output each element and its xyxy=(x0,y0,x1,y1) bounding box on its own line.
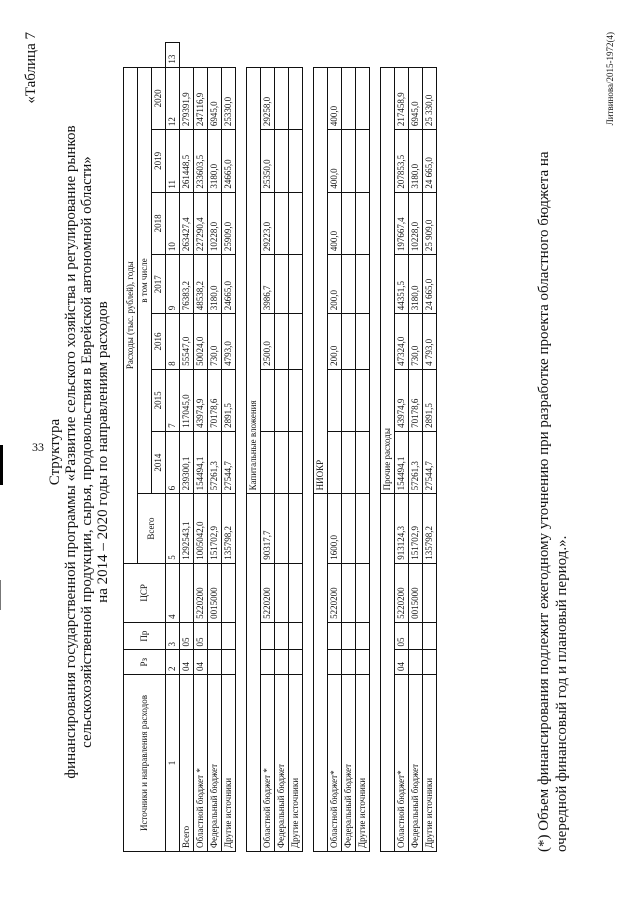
year-value-cell xyxy=(289,369,303,431)
year-value-cell xyxy=(356,314,370,370)
column-number: 3 xyxy=(166,622,180,650)
year-value-cell: 4 793,0 xyxy=(423,314,437,370)
year-value-cell: 27544,7 xyxy=(222,431,236,494)
column-number: 6 xyxy=(166,431,180,494)
table-row xyxy=(261,43,275,852)
rz-cell xyxy=(261,650,275,675)
year-header: 2017 xyxy=(152,255,166,314)
year-value-cell xyxy=(342,192,356,255)
pr-cell xyxy=(342,622,356,650)
total-cell xyxy=(289,494,303,563)
year-value-cell: 27544,7 xyxy=(423,431,437,494)
rz-cell xyxy=(208,650,222,675)
csr-cell xyxy=(342,563,356,622)
row-label: Федеральный бюджет xyxy=(208,675,222,852)
section-spacer xyxy=(314,494,328,852)
column-number: 1 xyxy=(166,675,180,852)
year-value-cell: 730,0 xyxy=(409,314,423,370)
year-value-cell xyxy=(328,431,342,494)
rz-cell xyxy=(356,650,370,675)
table-row xyxy=(395,43,409,852)
row-label: Областной бюджет* xyxy=(395,675,409,852)
pr-cell: 05 xyxy=(395,622,409,650)
spacer-cell xyxy=(303,67,314,851)
rz-cell xyxy=(289,650,303,675)
year-value-cell: 47324,0 xyxy=(395,314,409,370)
pr-cell: 05 xyxy=(180,622,194,650)
header-pr: Пр xyxy=(124,622,166,650)
column-number: 5 xyxy=(166,494,180,563)
row-label: Другие источники xyxy=(423,675,437,852)
total-cell xyxy=(275,494,289,563)
year-value-cell: 3986,7 xyxy=(261,255,275,314)
year-value-cell: 247116,9 xyxy=(194,67,208,130)
year-value-cell xyxy=(356,431,370,494)
year-value-cell: 25 909,0 xyxy=(423,192,437,255)
year-value-cell: 3180,0 xyxy=(409,130,423,193)
year-value-cell: 3180,0 xyxy=(409,255,423,314)
year-value-cell: 24 665,0 xyxy=(423,130,437,193)
total-cell: 151702,9 xyxy=(208,494,222,563)
header-expenses: Расходы (тыс. рублей), годы xyxy=(124,67,138,563)
year-value-cell: 400,0 xyxy=(328,130,342,193)
year-value-cell xyxy=(261,431,275,494)
row-label: Областной бюджет * xyxy=(194,675,208,852)
year-value-cell: 2891,5 xyxy=(423,369,437,431)
table-row xyxy=(208,43,222,852)
total-cell xyxy=(342,494,356,563)
year-value-cell: 263427,4 xyxy=(180,192,194,255)
total-cell: 151702,9 xyxy=(409,494,423,563)
column-number: 10 xyxy=(166,192,180,255)
csr-cell: 5220200 xyxy=(328,563,342,622)
year-value-cell: 200,0 xyxy=(328,314,342,370)
pr-cell xyxy=(423,622,437,650)
year-header: 2019 xyxy=(152,130,166,193)
year-value-cell: 3180,0 xyxy=(208,255,222,314)
year-value-cell: 43974,9 xyxy=(395,369,409,431)
row-label: Областной бюджет* xyxy=(328,675,342,852)
year-value-cell: 29223,0 xyxy=(261,192,275,255)
table-row xyxy=(342,43,356,852)
table-body xyxy=(166,43,437,852)
table-row xyxy=(194,43,208,852)
pr-cell xyxy=(208,622,222,650)
year-value-cell: 217458,9 xyxy=(395,67,409,130)
year-value-cell xyxy=(275,255,289,314)
year-value-cell xyxy=(342,369,356,431)
year-value-cell xyxy=(261,369,275,431)
column-number: 7 xyxy=(166,369,180,431)
year-value-cell: 239300,1 xyxy=(180,431,194,494)
header-csr: ЦСР xyxy=(124,563,166,622)
year-value-cell: 57261,3 xyxy=(208,431,222,494)
year-value-cell xyxy=(342,255,356,314)
pr-cell xyxy=(275,622,289,650)
year-value-cell xyxy=(275,369,289,431)
csr-cell xyxy=(356,563,370,622)
total-cell: 1005042,0 xyxy=(194,494,208,563)
rz-cell xyxy=(222,650,236,675)
csr-cell xyxy=(275,563,289,622)
year-value-cell: 154494,1 xyxy=(194,431,208,494)
row-label: Другие источники xyxy=(356,675,370,852)
year-header: 2014 xyxy=(152,431,166,494)
year-value-cell: 154494,1 xyxy=(395,431,409,494)
column-number: 12 xyxy=(166,67,180,130)
year-header: 2018 xyxy=(152,192,166,255)
year-value-cell xyxy=(289,67,303,130)
total-cell: 135798,2 xyxy=(222,494,236,563)
rz-cell xyxy=(409,650,423,675)
csr-cell xyxy=(289,563,303,622)
pr-cell xyxy=(289,622,303,650)
csr-cell: 0015000 xyxy=(208,563,222,622)
year-value-cell: 227290,4 xyxy=(194,192,208,255)
csr-cell xyxy=(222,563,236,622)
total-cell: 913124,3 xyxy=(395,494,409,563)
row-label: Федеральный бюджет xyxy=(342,675,356,852)
rz-cell xyxy=(342,650,356,675)
year-value-cell: 207853,5 xyxy=(395,130,409,193)
year-value-cell: 2500,0 xyxy=(261,314,275,370)
year-value-cell xyxy=(289,431,303,494)
year-value-cell: 117045,0 xyxy=(180,369,194,431)
year-value-cell: 55547,0 xyxy=(180,314,194,370)
title-line-2: финансирования государственной программы «Развитие сельского хозяйства и регулирование рынков xyxy=(63,125,79,779)
section-title: НИОКР xyxy=(314,67,328,494)
spacer-cell xyxy=(236,67,247,851)
year-value-cell xyxy=(342,431,356,494)
pr-cell: 05 xyxy=(194,622,208,650)
section-title: Прочие расходы xyxy=(381,67,395,494)
year-value-cell xyxy=(356,67,370,130)
year-value-cell xyxy=(356,369,370,431)
row-label: Областной бюджет * xyxy=(261,675,275,852)
row-label: Федеральный бюджет xyxy=(275,675,289,852)
title-line-4: на 2014 – 2020 годы по направлениям расходов xyxy=(95,301,111,603)
csr-cell xyxy=(423,563,437,622)
spacer-cell xyxy=(370,67,381,851)
scan-mark xyxy=(0,445,3,485)
year-value-cell: 197667,4 xyxy=(395,192,409,255)
year-value-cell: 70178,6 xyxy=(208,369,222,431)
year-value-cell: 25350,0 xyxy=(261,130,275,193)
column-number: 9 xyxy=(166,255,180,314)
year-value-cell: 25909,0 xyxy=(222,192,236,255)
spacer-row xyxy=(370,43,381,852)
year-value-cell: 24665,0 xyxy=(222,255,236,314)
csr-cell: 0015000 xyxy=(409,563,423,622)
year-header: 2016 xyxy=(152,314,166,370)
year-value-cell: 25 330,0 xyxy=(423,67,437,130)
footnote-line-2: очередной финансовый год и плановый период.». xyxy=(554,535,570,852)
pr-cell xyxy=(222,622,236,650)
header-total: Всего xyxy=(138,494,166,563)
year-value-cell: 730,0 xyxy=(208,314,222,370)
rz-cell: 04 xyxy=(194,650,208,675)
column-number: 2 xyxy=(166,650,180,675)
year-value-cell: 10228,0 xyxy=(208,192,222,255)
year-value-cell: 10228,0 xyxy=(409,192,423,255)
year-value-cell: 279391,9 xyxy=(180,67,194,130)
section-title: Капитальные вложения xyxy=(247,67,261,494)
total-cell: 1292543,1 xyxy=(180,494,194,563)
spacer-row xyxy=(236,43,247,852)
total-cell: 90317,7 xyxy=(261,494,275,563)
section-row xyxy=(314,43,328,852)
rz-cell: 04 xyxy=(180,650,194,675)
rz-cell: 04 xyxy=(395,650,409,675)
year-value-cell: 50024,0 xyxy=(194,314,208,370)
table-row xyxy=(275,43,289,852)
year-value-cell: 6945,0 xyxy=(208,67,222,130)
footnote xyxy=(535,32,571,852)
signature: Литвинова/2015-1972(4) xyxy=(605,32,615,126)
year-value-cell xyxy=(275,314,289,370)
section-spacer xyxy=(381,494,395,852)
header-in-total: в том числе xyxy=(138,67,152,494)
pr-cell xyxy=(356,622,370,650)
table-row xyxy=(423,43,437,852)
row-label: Другие источники xyxy=(289,675,303,852)
document-title xyxy=(47,22,111,882)
year-value-cell: 57261,3 xyxy=(409,431,423,494)
year-value-cell: 70178,6 xyxy=(409,369,423,431)
title-line-3: сельскохозяйственной продукции, сырья, продовольствия в Еврейской автономной области» xyxy=(79,156,95,748)
year-value-cell: 6945,0 xyxy=(409,67,423,130)
year-value-cell xyxy=(356,255,370,314)
section-row xyxy=(247,43,261,852)
year-value-cell: 400,0 xyxy=(328,67,342,130)
year-value-cell xyxy=(342,314,356,370)
year-value-cell: 24665,0 xyxy=(222,130,236,193)
total-cell: 1600,0 xyxy=(328,494,342,563)
rz-cell xyxy=(328,650,342,675)
table-row xyxy=(222,43,236,852)
year-header: 2015 xyxy=(152,369,166,431)
year-value-cell xyxy=(356,130,370,193)
column-numbers-row xyxy=(166,43,180,852)
table-row xyxy=(409,43,423,852)
year-value-cell xyxy=(275,192,289,255)
column-number: 4 xyxy=(166,563,180,622)
year-value-cell: 2891,5 xyxy=(222,369,236,431)
csr-cell: 5220200 xyxy=(194,563,208,622)
year-value-cell: 3180,0 xyxy=(208,130,222,193)
table-row xyxy=(289,43,303,852)
year-value-cell: 233603,5 xyxy=(194,130,208,193)
year-header: 2020 xyxy=(152,67,166,130)
scan-mark-thin xyxy=(0,580,1,610)
table-label: «Таблица 7 xyxy=(23,32,39,104)
pr-cell xyxy=(328,622,342,650)
row-label: Федеральный бюджет xyxy=(409,675,423,852)
year-value-cell: 261448,5 xyxy=(180,130,194,193)
spacer-row xyxy=(303,43,314,852)
footnote-line-1: (*) Объем финансирования подлежит ежегодному уточнению при разработке проекта областного бюджета на xyxy=(536,151,552,852)
year-value-cell: 76383,2 xyxy=(180,255,194,314)
year-value-cell: 25330,0 xyxy=(222,67,236,130)
year-value-cell: 4793,0 xyxy=(222,314,236,370)
year-value-cell xyxy=(342,67,356,130)
csr-cell: 5220200 xyxy=(261,563,275,622)
title-line-1: Структура xyxy=(47,418,63,486)
year-value-cell xyxy=(275,130,289,193)
csr-cell: 5220200 xyxy=(395,563,409,622)
year-value-cell xyxy=(289,130,303,193)
total-cell: 135798,2 xyxy=(423,494,437,563)
table-row xyxy=(356,43,370,852)
financing-table xyxy=(123,42,437,852)
header-sources: Источники и направления расходов xyxy=(124,675,166,852)
year-value-cell xyxy=(342,130,356,193)
rotated-page-content xyxy=(15,22,625,882)
table-row xyxy=(180,43,194,852)
total-cell xyxy=(356,494,370,563)
pr-cell xyxy=(409,622,423,650)
section-spacer xyxy=(247,494,261,852)
year-value-cell xyxy=(289,255,303,314)
year-value-cell: 48538,2 xyxy=(194,255,208,314)
header-rz: Рз xyxy=(124,650,166,675)
row-label: Всего xyxy=(180,675,194,852)
year-value-cell xyxy=(328,369,342,431)
year-value-cell xyxy=(275,431,289,494)
year-value-cell xyxy=(289,192,303,255)
rz-cell xyxy=(275,650,289,675)
section-row xyxy=(381,43,395,852)
table-row xyxy=(328,43,342,852)
year-value-cell xyxy=(275,67,289,130)
year-value-cell: 44351,5 xyxy=(395,255,409,314)
year-value-cell xyxy=(356,192,370,255)
column-number: 8 xyxy=(166,314,180,370)
column-number: 13 xyxy=(166,43,180,68)
year-value-cell xyxy=(289,314,303,370)
column-number: 11 xyxy=(166,130,180,193)
page-number: 33 xyxy=(32,440,44,454)
year-value-cell: 24 665,0 xyxy=(423,255,437,314)
pr-cell xyxy=(261,622,275,650)
year-value-cell: 400,0 xyxy=(328,192,342,255)
year-value-cell: 200,0 xyxy=(328,255,342,314)
row-label: Другие источники xyxy=(222,675,236,852)
year-value-cell: 29258,0 xyxy=(261,67,275,130)
year-value-cell: 43974,9 xyxy=(194,369,208,431)
csr-cell xyxy=(180,563,194,622)
rz-cell xyxy=(423,650,437,675)
